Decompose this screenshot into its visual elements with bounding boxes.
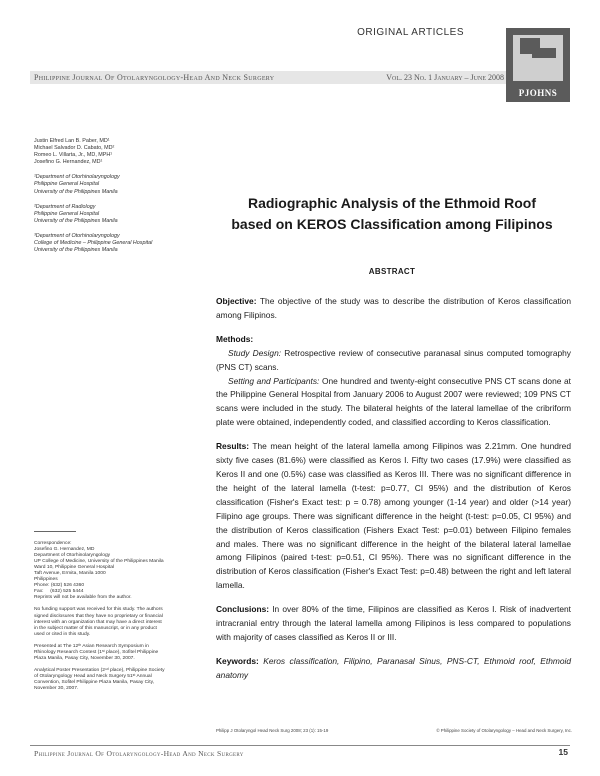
conclusions-text: In over 80% of the time, Filipinos are classified as Keros I. Risk of inadvertent intracranial entry through the lateral lamella among Filipinos is less compared to populations with majority of cases classified as Keros II or III. bbox=[216, 604, 571, 642]
corr-line: Taft Avenue, Ermita, Manila 1000 bbox=[34, 571, 106, 577]
affiliation-line: ¹Department of Otorhinolaryngology bbox=[34, 174, 120, 181]
results-label: Results: bbox=[216, 441, 250, 452]
setting-label: Setting and Participants: bbox=[228, 375, 320, 386]
corr-line: Ward 10, Philippine General Hospital bbox=[34, 565, 115, 571]
design-label: Study Design: bbox=[228, 347, 282, 358]
funding-line: No funding support was received for this study. The authors bbox=[34, 607, 163, 613]
author-sidebar bbox=[34, 138, 199, 262]
corr-line: Philippines bbox=[34, 577, 58, 583]
affiliation-line: University of the Philippines Manila bbox=[34, 247, 118, 254]
affiliation bbox=[34, 174, 199, 195]
author: Justin Elfred Lan B. Paber, MD¹ bbox=[34, 138, 110, 144]
affiliation-line: ²Department of Radiology bbox=[34, 203, 96, 210]
affiliation-line: University of the Philippines Manila bbox=[34, 188, 118, 195]
logo-block-icon bbox=[532, 48, 556, 58]
author-list bbox=[34, 138, 199, 166]
conclusions-paragraph bbox=[216, 603, 571, 645]
footer-rule bbox=[30, 745, 570, 746]
page-number: 15 bbox=[558, 747, 568, 757]
corr-line: Fax: (632) 525 5444 bbox=[34, 589, 84, 595]
journal-name: Philippine Journal Of Otolaryngology-Head And Neck Surgery bbox=[34, 73, 275, 82]
abstract-heading: ABSTRACT bbox=[368, 267, 416, 276]
affiliation-line: University of the Philippines Manila bbox=[34, 217, 118, 224]
methods-heading bbox=[216, 333, 571, 347]
footer-journal-name: Philippine Journal Of Otolaryngology-Head And Neck Surgery bbox=[34, 749, 244, 758]
presented-line: Rhinology Research Contest (1ˢᵗ place), Sofitel Philippine bbox=[34, 649, 159, 655]
footer-citation-row bbox=[216, 728, 572, 733]
sidebar-divider bbox=[34, 531, 76, 532]
keywords-text: Keros classification, Filipino, Paranasal Sinus, PNS-CT, Ethmoid roof, Ethmoid anatomy bbox=[216, 655, 571, 680]
presented-line: Plaza Manila, Pasay City, November 30, 2007. bbox=[34, 655, 135, 661]
affiliation-line: ³Department of Otorhinolaryngology bbox=[34, 232, 120, 239]
design-paragraph bbox=[216, 347, 571, 375]
corr-line: Department of Otorhinolaryngology bbox=[34, 553, 111, 559]
setting-paragraph bbox=[216, 375, 571, 431]
poster-line: November 30, 2007. bbox=[34, 685, 79, 691]
objective-label: Objective: bbox=[216, 296, 257, 306]
article-title bbox=[214, 193, 570, 235]
author: Michael Salvador D. Cabato, MD² bbox=[34, 145, 115, 152]
affiliation-line: College of Medicine – Philippine General Hospital bbox=[34, 240, 153, 247]
objective-paragraph bbox=[216, 295, 571, 323]
funding-line: signed disclosures that they have no proprietary or financial bbox=[34, 613, 163, 619]
design-text: Retrospective review of consecutive paranasal sinus computed tomography (PNS CT) scans. bbox=[216, 347, 571, 372]
poster-line: of Otolaryngology Head and Neck Surgery 51ˢᵗ Annual bbox=[34, 673, 152, 679]
issue-info: Vol. 23 No. 1 January – June 2008 bbox=[386, 73, 504, 82]
keywords-paragraph bbox=[216, 655, 571, 683]
corr-line: Correspondence: bbox=[34, 541, 72, 546]
results-text: The mean height of the lateral lamella among Filipinos was 2.21mm. One hundred sixty five cases (81.6%) were classified as Keros I. Fifty two cases (17.9%) were classified as Keros II and one (0.5%) case was classified as Keros III. There was no significant difference in the height of the lateral lamella (t-test: p=0.77, CI 95%) and the distribution of Keros classification (Fisher's Exact test: p = 0.78) among younger (1-14 year) and older (>14 year) Filipino age groups. There was significant difference in the height (t-test: p=0.05, CI 95%) and the distribution of Keros classification (Fishers Exact Test: p=0.01) between Filipino females and males. There was no significant difference in the height of the bilateral lateral lamellae among Filipinos (paired t-test: p=0.51, CI 95%). There was no significant difference in the distribution of Keros classification (Fisher's Exact Test: p=0.48) between the right and left lateral lamella. bbox=[216, 441, 571, 591]
poster-line: Convention, Sofitel Philippine Plaza Manila, Pasay City, bbox=[34, 679, 155, 685]
affiliation bbox=[34, 204, 199, 225]
abstract-body bbox=[216, 295, 571, 683]
funding-line: in the subject matter of this manuscript, or in any product bbox=[34, 625, 157, 631]
author: Josefino G. Hernandez, MD¹ bbox=[34, 159, 103, 166]
corr-line: Phone: (632) 526 4360 bbox=[34, 583, 85, 589]
funding-line: interest with an organization that may have a direct interest bbox=[34, 619, 162, 625]
conclusions-label: Conclusions: bbox=[216, 604, 270, 615]
citation-text: Philipp J Otolaryngol Head Neck Surg 2008; 23 (1): 15-19 bbox=[216, 728, 329, 733]
title-line: Radiographic Analysis of the Ethmoid Roof bbox=[247, 195, 537, 211]
affiliation-line: Philippine General Hospital bbox=[34, 210, 100, 217]
author: Romeo L. Villarta, Jr., MD, MPH¹ bbox=[34, 152, 113, 159]
funding-line: used or cited in this study. bbox=[34, 631, 91, 637]
section-label: ORIGINAL ARTICLES bbox=[357, 27, 464, 38]
corr-line: Reprints will not be available from the author. bbox=[34, 595, 132, 601]
corr-line: Josefino G. Hernandez, MD bbox=[34, 547, 95, 553]
corr-line: UP College of Medicine, University of the Philippines Manila bbox=[34, 559, 164, 565]
affiliation bbox=[34, 233, 199, 254]
poster-line: Analytical Poster Presentation (2ⁿᵈ place), Philippine Society bbox=[34, 667, 165, 673]
affiliation-line: Philippine General Hospital bbox=[34, 181, 100, 188]
copyright-text: © Philippine Society of Otolaryngology – Head and Neck Surgery, Inc. bbox=[436, 728, 572, 733]
methods-label: Methods: bbox=[216, 333, 254, 344]
results-paragraph bbox=[216, 440, 571, 593]
logo-text: PJOHNS bbox=[518, 88, 558, 98]
setting-text: One hundred and twenty-eight consecutive PNS CT scans done at the Philippine General Hospital from January 2006 to August 2007 were reviewed; 109 PNS CT scans were included in the study. The bilateral heights of the lateral lamellae of the cribriform plate were obtained, independently coded, and classified according to Keros classification. bbox=[216, 375, 571, 428]
correspondence-block bbox=[34, 541, 192, 692]
title-line: based on KEROS Classification among Filipinos bbox=[231, 216, 553, 232]
pjohns-logo bbox=[506, 28, 570, 102]
presented-line: Presented at The 12ᵗʰ Asian Research Symposium in bbox=[34, 643, 149, 649]
keywords-label: Keywords: bbox=[216, 655, 259, 666]
objective-text: The objective of the study was to describe the distribution of Keros classification among Filipinos. bbox=[216, 296, 571, 320]
